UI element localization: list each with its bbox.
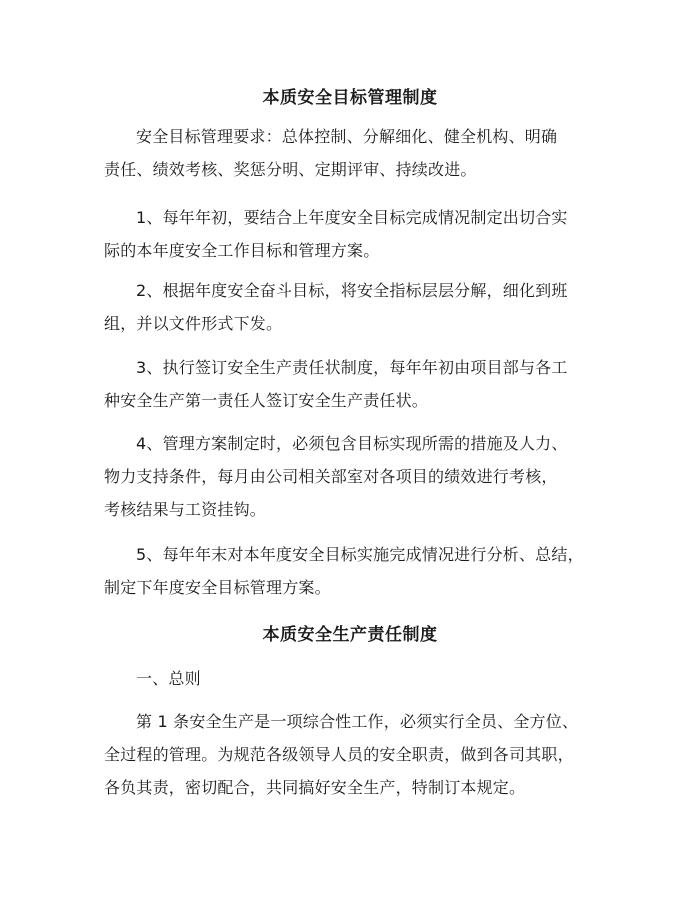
- text-line: 种安全生产第一责任人签订安全生产责任状。: [104, 391, 429, 410]
- paragraph-item-2: [104, 274, 624, 340]
- text-line: 责任、绩效考核、奖惩分明、定期评审、持续改进。: [104, 160, 477, 179]
- text-line: 物力支持条件，每月由公司相关部室对各项目的绩效进行考核，: [104, 467, 558, 486]
- text-line: 4、管理方案制定时，必须包含目标实现所需的措施及人力、: [136, 434, 568, 453]
- paragraph-item-1: [104, 201, 624, 267]
- text-line: 1、每年年初，要结合上年度安全目标完成情况制定出切合实: [136, 208, 568, 227]
- text-line: 安全目标管理要求：总体控制、分解细化、健全机构、明确: [136, 127, 558, 146]
- section-title-safety-responsibility: 本质安全生产责任制度: [262, 625, 438, 645]
- text-line: 第 1 条安全生产是一项综合性工作，必须实行全员、全方位、: [136, 712, 579, 731]
- text-line: 组，并以文件形式下发。: [104, 314, 283, 333]
- text-line: 际的本年度安全工作目标和管理方案。: [104, 241, 380, 260]
- text-line: 制定下年度安全目标管理方案。: [104, 578, 331, 597]
- text-line: 3、执行签订安全生产责任状制度，每年年初由项目部与各工: [136, 358, 568, 377]
- text-line: 考核结果与工资挂钩。: [104, 500, 267, 519]
- paragraph-article-1: [104, 705, 624, 804]
- text-line: 2、根据年度安全奋斗目标，将安全指标层层分解，细化到班: [136, 281, 568, 300]
- paragraph-goal-requirements: [104, 120, 624, 186]
- text-line: 一、总则: [136, 669, 201, 688]
- heading-general-provisions: [104, 662, 624, 695]
- section-title-safety-goal: 本质安全目标管理制度: [262, 88, 438, 108]
- text-line: 5、每年年末对本年度安全目标实施完成情况进行分析、总结，: [136, 545, 584, 564]
- text-line: 全过程的管理。为规范各级领导人员的安全职责，做到各司其职，: [104, 745, 574, 764]
- paragraph-item-4: [104, 427, 624, 526]
- paragraph-item-3: [104, 351, 624, 417]
- text-line: 各负其责，密切配合，共同搞好安全生产，特制订本规定。: [104, 778, 526, 797]
- paragraph-item-5: [104, 538, 624, 604]
